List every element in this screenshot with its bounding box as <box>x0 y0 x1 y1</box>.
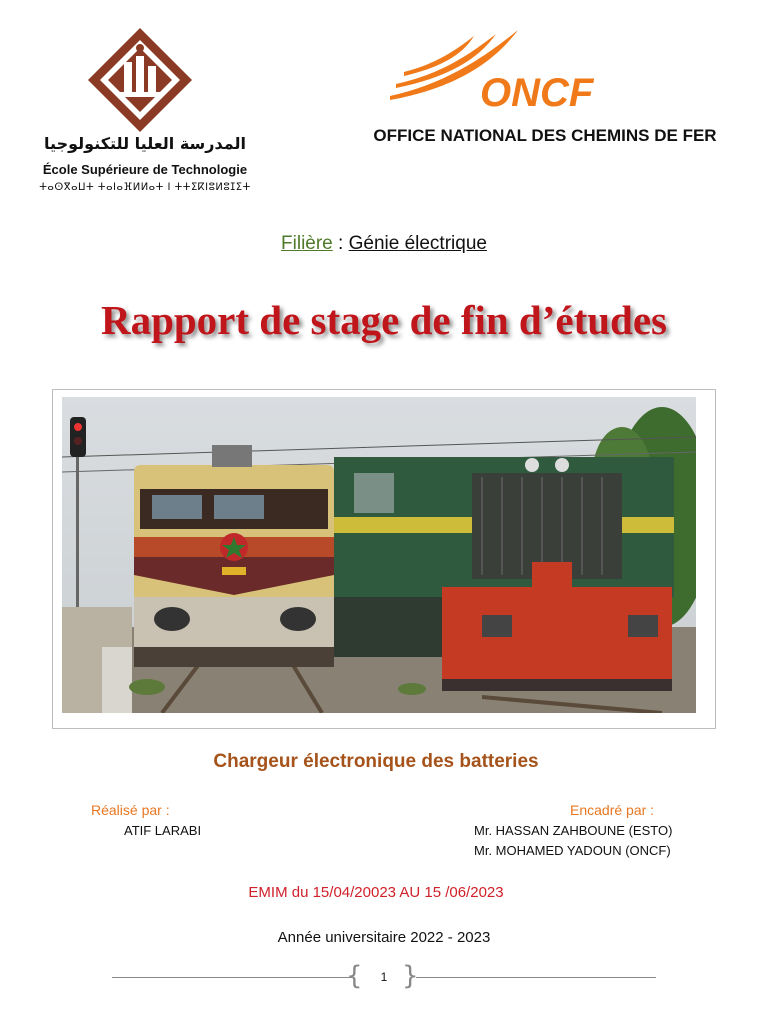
locomotives-photo <box>62 397 696 713</box>
school-arabic-name: المدرسة العليا للتكنولوجيا <box>44 134 246 153</box>
school-french-name: École Supérieure de Technologie <box>42 162 248 177</box>
filiere-label: Filière <box>281 233 333 254</box>
student-name: ATIF LARABI <box>124 823 202 838</box>
est-school-logo <box>86 26 194 134</box>
filiere-value: Génie électrique <box>348 233 487 254</box>
filiere-separator: : <box>332 233 349 254</box>
footer-divider-left <box>112 977 352 978</box>
oncf-logo-text: ONCF <box>480 71 594 114</box>
page-number: 1 <box>380 970 388 984</box>
left-brace-icon: { <box>346 961 363 991</box>
office-name: OFFICE NATIONAL DES CHEMINS DE FER <box>373 126 717 145</box>
supervisor-1: Mr. HASSAN ZAHBOUNE (ESTO) <box>474 823 673 838</box>
supervisor-2: Mr. MOHAMED YADOUN (ONCF) <box>474 843 671 858</box>
school-tifinagh-name: ⵜⴰⵙⴳⴰⵡⵜ ⵜⴰⵏⴰⴼⵍⵍⴰⵜ ⵏ ⵜⵜⵉⴽⵏⵓⵍⵓⵊⵉⵜ <box>39 182 251 193</box>
oncf-logo <box>386 26 646 114</box>
academic-year: Année universitaire 2022 - 2023 <box>277 929 491 946</box>
cover-photo-frame <box>52 389 716 729</box>
internship-period: EMIM du 15/04/20023 AU 15 /06/2023 <box>248 884 504 901</box>
report-subject: Chargeur électronique des batteries <box>213 751 539 772</box>
encadre-par-label: Encadré par : <box>570 802 655 818</box>
footer-divider-right <box>416 977 656 978</box>
report-title: Rapport de stage de fin d’études <box>100 297 668 343</box>
right-brace-icon: } <box>402 961 419 991</box>
realise-par-label: Réalisé par : <box>91 802 170 818</box>
filiere-line <box>0 233 768 255</box>
